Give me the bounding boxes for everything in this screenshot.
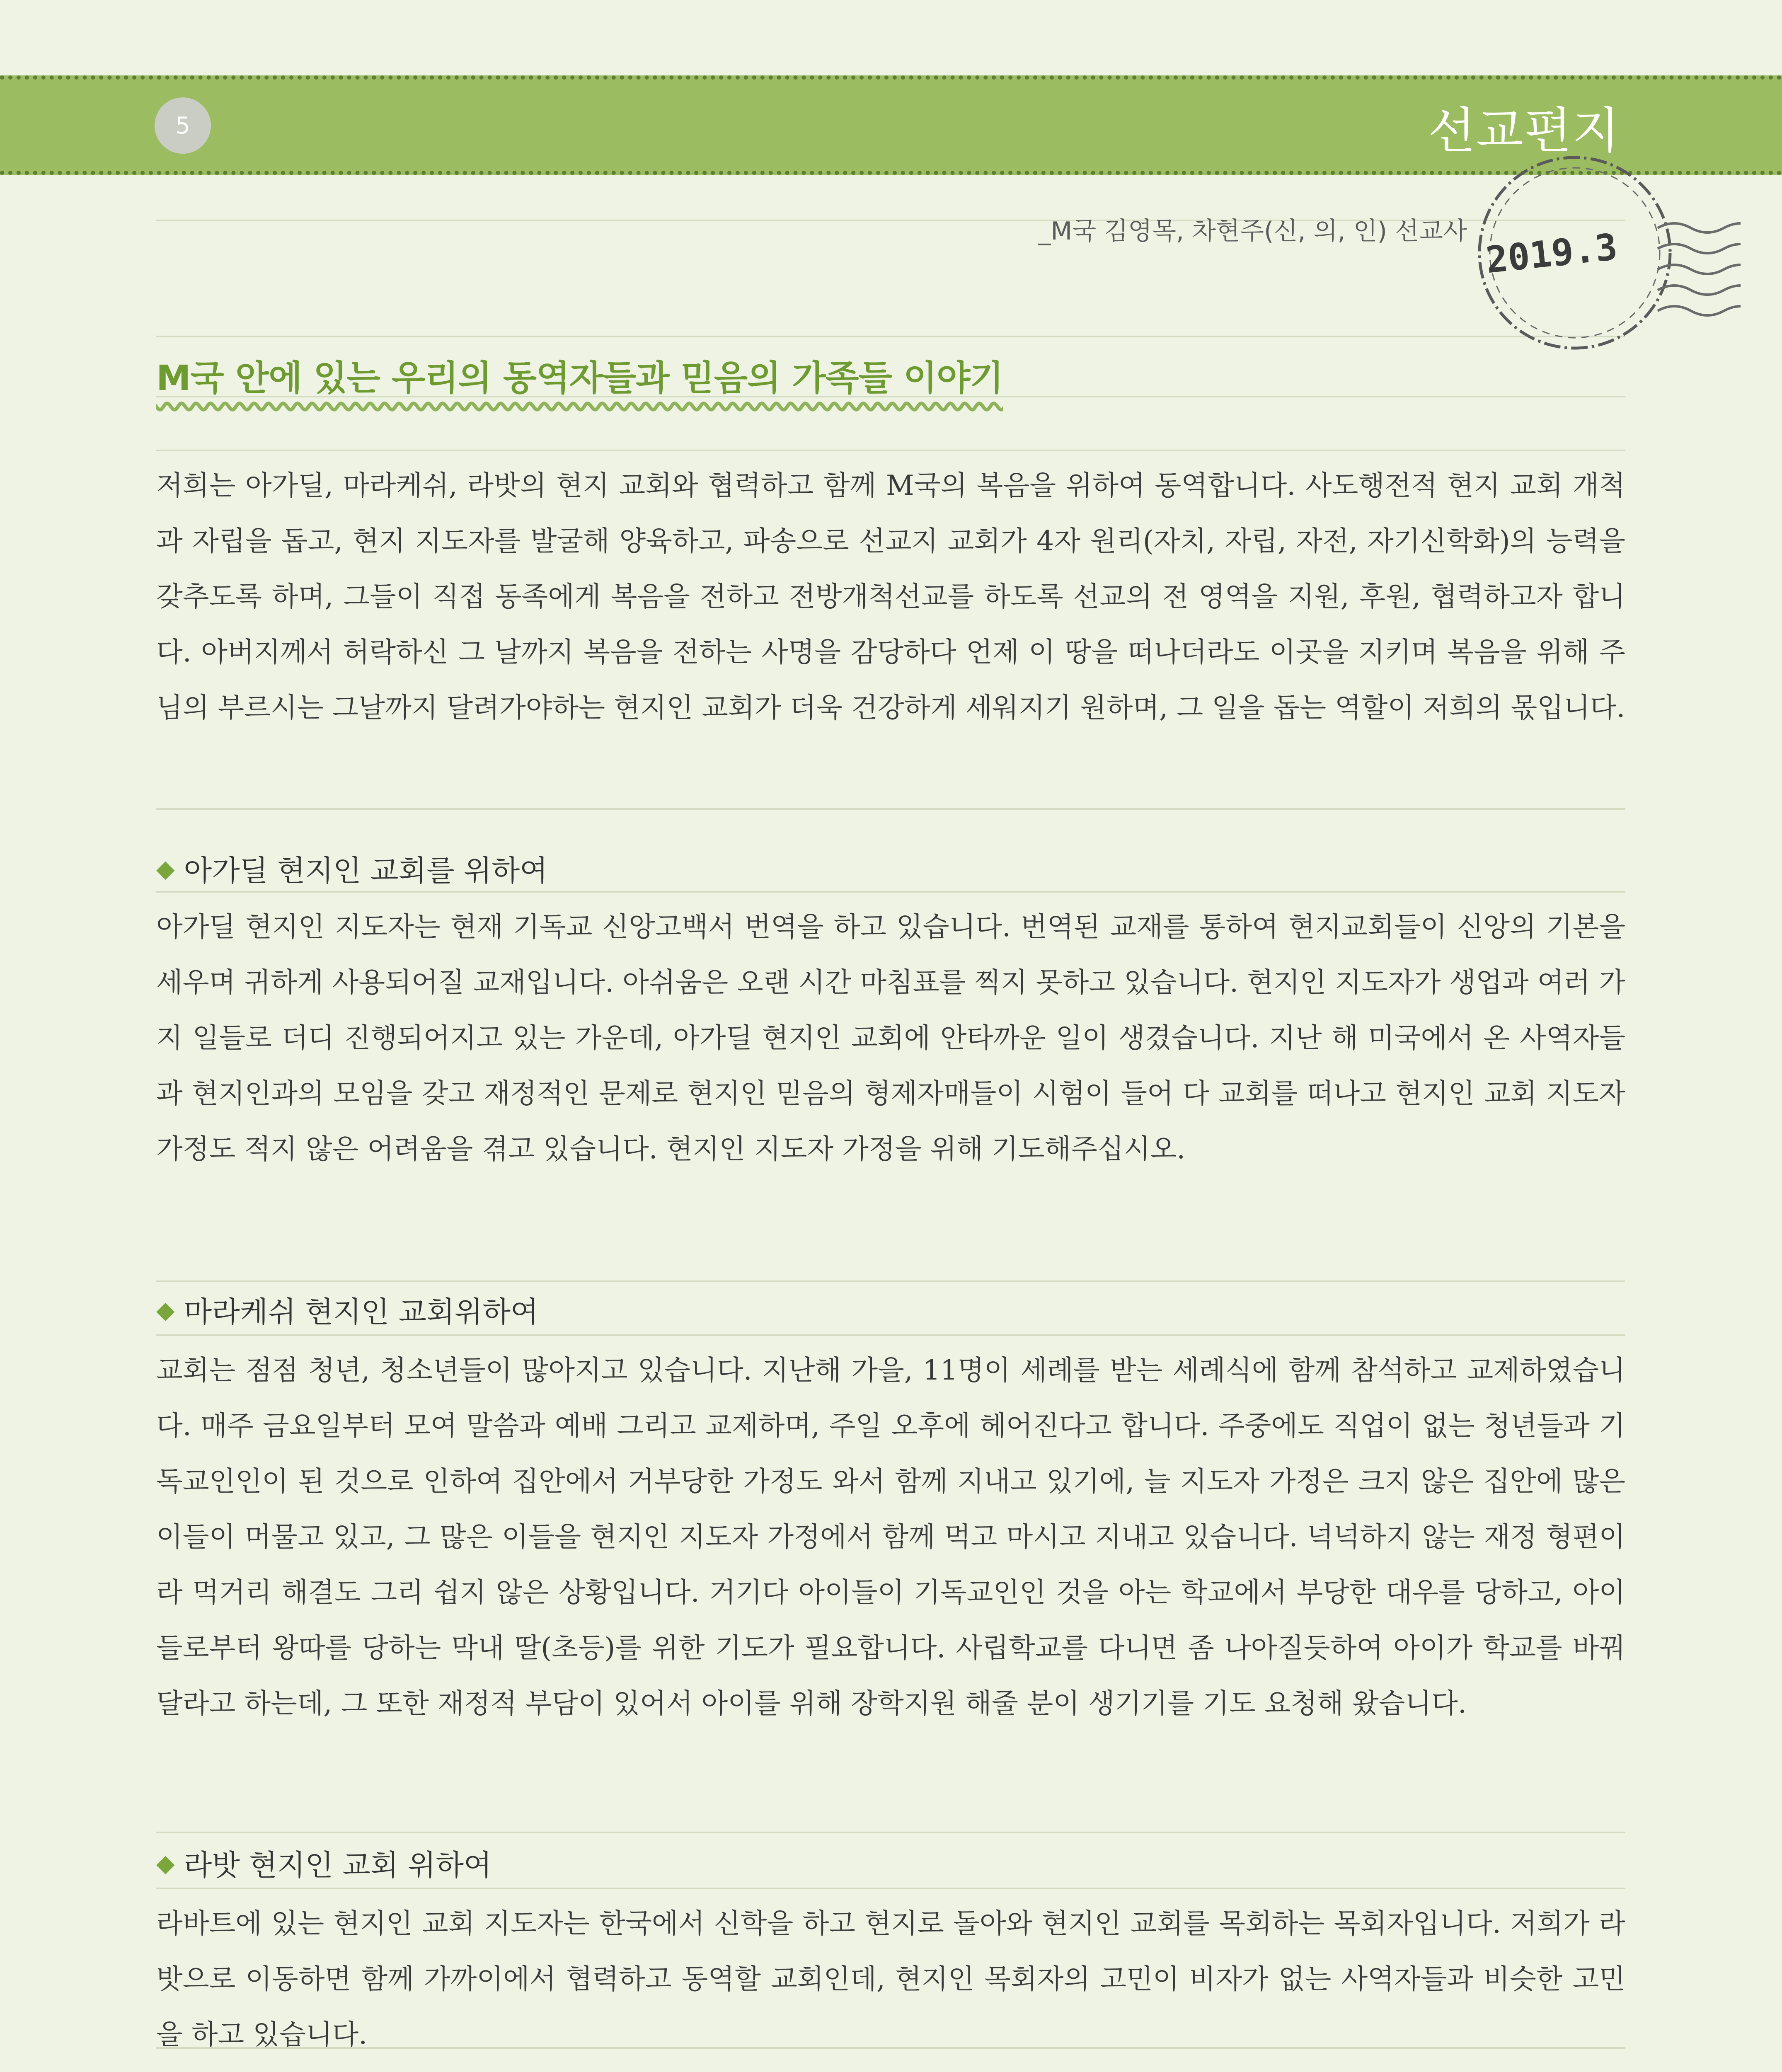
- rule-line: [156, 1280, 1625, 1282]
- rule-line: [156, 336, 1625, 337]
- section-heading-label: 아가딜 현지인 교회를 위하여: [184, 854, 548, 888]
- section-body-agadir: 아가딜 현지인 지도자는 현재 기독교 신앙고백서 번역을 하고 있습니다. 번역된 교재를 통하여 현지교회들이 신앙의 기본을 세우며 귀하게 사용되어질 교재입니다. 아쉬움은 오랜 시간 마침표를 찍지 못하고 있습니다. 현지인 지도자가 생업과 여러 가지 일들로 더디 진행되어지고 있는 가운데, 아가딜 현지인 교회에 안타까운 일이 생겼습니다. 지난 해 미국에서 온 사역자들과 현지인과의 모임을 갖고 재정적인 문제로 현지인 믿음의 형제자매들이 시험이 들어 다 교회를 떠나고 현지인 교회 지도자 가정도 적지 않은 어려움을 겪고 있습니다. 현지인 지도자 가정을 위해 기도해주십시오.: [156, 911, 1625, 1165]
- page-number: 5: [155, 97, 211, 154]
- diamond-bullet-icon: ◆: [156, 1295, 175, 1324]
- rule-line: [156, 891, 1625, 893]
- rule-line: [156, 1832, 1625, 1833]
- section-heading-rabat: [156, 1842, 492, 1884]
- section-heading-label: 라밧 현지인 교회 위하여: [184, 1848, 492, 1882]
- section-heading-agadir: [156, 847, 548, 889]
- section-body-rabat: 라바트에 있는 현지인 교회 지도자는 한국에서 신학을 하고 현지로 돌아와 현지인 교회를 목회하는 목회자입니다. 저희가 라밧으로 이동하면 함께 가까이에서 협력하고 동역할 교회인데, 현지인 목회자의 고민이 비자가 없는 사역자들과 비슷한 고민을 하고 있습니다.: [156, 1907, 1625, 2050]
- intro-paragraph: 저희는 아가딜, 마라케쉬, 라밧의 현지 교회와 협력하고 함께 M국의 복음을 위하여 동역합니다. 사도행전적 현지 교회 개척과 자립을 돕고, 현지 지도자를 발굴해 양육하고, 파송으로 선교지 교회가 4자 원리(자치, 자립, 자전, 자기신학화)의 능력을 갖추도록 하며, 그들이 직접 동족에게 복음을 전하고 전방개척선교를 하도록 선교의 전 영역을 지원, 후원, 협력하고자 합니다. 아버지께서 허락하신 그 날까지 복음을 전하는 사명을 감당하다 언제 이 땅을 떠나더라도 이곳을 지키며 복음을 위해 주님의 부르시는 그날까지 달려가야하는 현지인 교회가 더욱 건강하게 세워지기 원하며, 그 일을 돕는 역할이 저희의 몫입니다.: [156, 470, 1625, 724]
- rule-line: [156, 808, 1625, 810]
- section-heading-marrakech: [156, 1289, 539, 1331]
- article-title: M국 안에 있는 우리의 동역자들과 믿음의 가족들 이야기: [156, 358, 1003, 398]
- rule-line: [156, 450, 1625, 451]
- section-title: 선교편지: [1428, 102, 1620, 159]
- stamp-date: 2019.3: [1484, 225, 1620, 282]
- diamond-bullet-icon: ◆: [156, 854, 175, 883]
- section-body-marrakech: 교회는 점점 청년, 청소년들이 많아지고 있습니다. 지난해 가을, 11명이 세례를 받는 세례식에 함께 참석하고 교제하였습니다. 매주 금요일부터 모여 말씀과 예배 그리고 교제하며, 주일 오후에 헤어진다고 합니다. 주중에도 직업이 없는 청년들과 기독교인인이 된 것으로 인하여 집안에서 거부당한 가정도 와서 함께 지내고 있기에, 늘 지도자 가정은 크지 않은 집안에 많은 이들이 머물고 있고, 그 많은 이들을 현지인 지도자 가정에서 함께 먹고 마시고 지내고 있습니다. 넉넉하지 않는 재정 형편이라 먹거리 해결도 그리 쉽지 않은 상황입니다. 거기다 아이들이 기독교인인 것을 아는 학교에서 부당한 대우를 당하고, 아이들로부터 왕따를 당하는 막내 딸(초등)를 위한 기도가 필요합니다. 사립학교를 다니면 좀 나아질듯하여 아이가 학교를 바꿔달라고 하는데, 그 또한 재정적 부담이 있어서 아이를 위해 장학지원 해줄 분이 생기기를 기도 요청해 왔습니다.: [156, 1354, 1625, 1719]
- rule-line: [156, 1888, 1625, 1889]
- author-line: _M국 김영목, 차현주(신, 의, 인) 선교사: [1038, 217, 1467, 246]
- section-heading-label: 마라케쉬 현지인 교회위하여: [184, 1295, 539, 1329]
- rule-line: [156, 1334, 1625, 1336]
- diamond-bullet-icon: ◆: [156, 1849, 175, 1877]
